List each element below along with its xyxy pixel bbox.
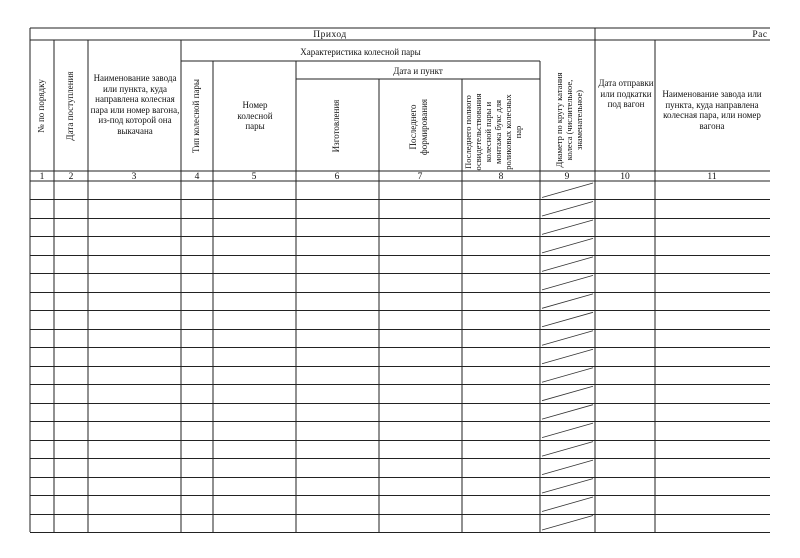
hatch-line (542, 220, 593, 234)
column-header-destination-plant: Наименование завода или пункта, куда направлена колесная пара, или номер вагона (662, 89, 762, 131)
hatch-line (542, 405, 593, 419)
hatch-line (542, 331, 593, 345)
group-date-and-place: Дата и пункт (393, 66, 443, 76)
column-number: 1 (39, 172, 45, 182)
hatch-line (542, 368, 593, 382)
hatch-line (542, 201, 593, 215)
column-number: 9 (564, 172, 570, 182)
column-header-arrival-date: Дата поступления (65, 71, 75, 141)
hatch-line (542, 460, 593, 474)
column-header-last-inspection: Последнего полного освидетельствования колесной пары и монтажа букс для роликовых колесных пар (463, 93, 523, 171)
hatch-line (542, 516, 593, 530)
column-number: 6 (334, 172, 340, 182)
column-number: 7 (417, 172, 423, 182)
hatch-line (542, 275, 593, 289)
column-header-order-number: № по порядку (36, 79, 46, 133)
hatch-line (542, 423, 593, 437)
column-number: 5 (251, 172, 257, 182)
column-number: 2 (68, 172, 74, 182)
column-header-wheelset-number: Номер колесной пары (237, 100, 273, 131)
column-header-source-plant: Наименование завода или пункта, куда направлена колесная пара или номер вагона, из-под которой она выкачана (90, 73, 180, 136)
section-income-title: Приход (313, 30, 347, 40)
hatch-line (542, 349, 593, 363)
column-number: 11 (707, 172, 717, 182)
hatch-line (542, 479, 593, 493)
hatch-line (542, 497, 593, 511)
section-outgo-title: Рас (752, 30, 768, 40)
column-header-manufacture: Изготовления (331, 99, 341, 153)
column-header-wheel-diameter: Диаметр по кругу катания колеса (числительное, знаменательное) (554, 72, 584, 168)
hatch-line (542, 386, 593, 400)
column-number: 4 (194, 172, 200, 182)
hatch-line (542, 312, 593, 326)
column-number: 8 (498, 172, 504, 182)
column-number: 10 (620, 172, 630, 182)
hatch-line (542, 257, 593, 271)
column-header-dispatch-date: Дата отправки или подкатки под вагон (598, 78, 654, 109)
hatch-line (542, 294, 593, 308)
hatch-line (542, 238, 593, 252)
hatch-line (542, 442, 593, 456)
hatch-line (542, 183, 593, 197)
column-number: 3 (131, 172, 137, 182)
group-wheelset-characteristics: Характеристика колесной пары (300, 47, 421, 57)
column-header-last-formation: Последнего формирования (408, 98, 429, 156)
column-header-wheelset-type: Тип колесной пары (191, 79, 201, 153)
